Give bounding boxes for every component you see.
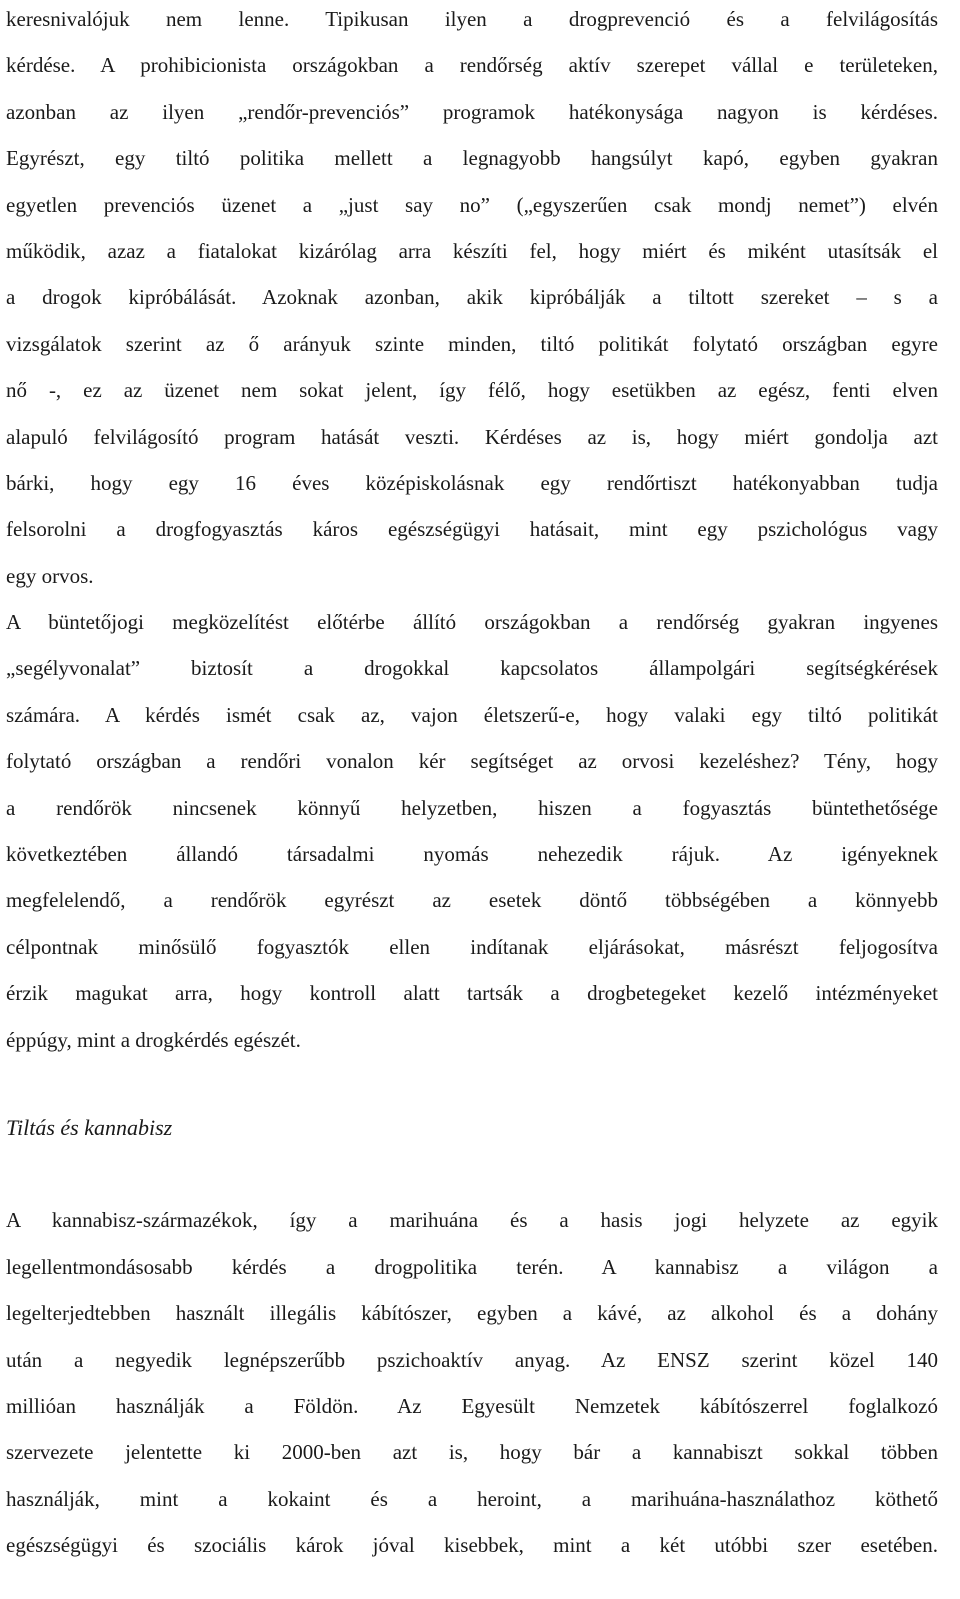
text-line: „segélyvonalat” biztosít a drogokkal kapcsolatos állampolgári segítségkérések: [6, 656, 938, 681]
text-line: azonban az ilyen „rendőr-prevenciós” programok hatékonysága nagyon is kérdéses.: [6, 99, 938, 124]
text-line: millióan használják a Földön. Az Egyesült Nemzetek kábítószerrel foglalkozó: [6, 1393, 938, 1418]
text-line: legellentmondásosabb kérdés a drogpolitika terén. A kannabisz a világon a: [6, 1254, 938, 1279]
text-line: éppúgy, mint a drogkérdés egészét.: [6, 1027, 301, 1052]
section-heading: Tiltás és kannabisz: [6, 1114, 173, 1140]
spacer: [6, 1063, 938, 1105]
text-line: nő -, ez az üzenet nem sokat jelent, így félő, hogy esetükben az egész, fenti elven: [6, 378, 938, 403]
text-line: egyetlen prevenciós üzenet a „just say no” („egyszerűen csak mondj nemet”) elvén: [6, 192, 938, 217]
text-line: legelterjedtebben használt illegális kábítószer, egyben a kávé, az alkohol és a dohány: [6, 1301, 938, 1326]
paragraph-hotline: [6, 599, 938, 1063]
paragraph-prevention: [6, 0, 938, 599]
text-line: felsorolni a drogfogyasztás káros egészségügyi hatásait, mint egy pszichológus vagy: [6, 517, 938, 542]
text-line: számára. A kérdés ismét csak az, vajon életszerű-e, hogy valaki egy tiltó politikát: [6, 702, 938, 727]
text-line: Egyrészt, egy tiltó politika mellett a legnagyobb hangsúlyt kapó, egyben gyakran: [6, 146, 938, 171]
text-line: A büntetőjogi megközelítést előtérbe állító országokban a rendőrség gyakran ingyenes: [6, 610, 938, 635]
text-line: alapuló felvilágosító program hatását veszti. Kérdéses az is, hogy miért gondolja azt: [6, 424, 938, 449]
text-line: vizsgálatok szerint az ő arányuk szinte minden, tiltó politikát folytató országban egyre: [6, 331, 938, 356]
spacer: [6, 1151, 938, 1197]
text-line: megfelelendő, a rendőrök egyrészt az esetek döntő többségében a könnyebb: [6, 888, 938, 913]
text-line: A kannabisz-származékok, így a marihuána és a hasis jogi helyzete az egyik: [6, 1208, 938, 1233]
text-line: a drogok kipróbálását. Azoknak azonban, akik kipróbálják a tiltott szereket – s a: [6, 285, 938, 310]
text-line: keresnivalójuk nem lenne. Tipikusan ilyen a drogprevenció és a felvilágosítás: [6, 7, 938, 31]
text-line: működik, azaz a fiatalokat kizárólag arra készíti fel, hogy miért és miként utasítsák el: [6, 238, 938, 263]
text-line: érzik magukat arra, hogy kontroll alatt tartsák a drogbetegeket kezelő intézményeket: [6, 981, 938, 1006]
text-line: egy orvos.: [6, 563, 94, 588]
text-line: folytató országban a rendőri vonalon kér segítséget az orvosi kezeléshez? Tény, hogy: [6, 749, 938, 774]
text-line: kérdése. A prohibicionista országokban a rendőrség aktív szerepet vállal e területeken,: [6, 53, 938, 78]
text-line: következtében állandó társadalmi nyomás nehezedik rájuk. Az igényeknek: [6, 842, 938, 867]
text-line: a rendőrök nincsenek könnyű helyzetben, hiszen a fogyasztás büntethetősége: [6, 795, 938, 820]
text-line: egészségügyi és szociális károk jóval kisebbek, mint a két utóbbi szer esetében.: [6, 1533, 938, 1558]
text-line: használják, mint a kokaint és a heroint, a marihuána-használathoz köthető: [6, 1486, 938, 1511]
text-line: célpontnak minősülő fogyasztók ellen indítanak eljárásokat, másrészt feljogosítva: [6, 934, 938, 959]
text-line: szervezete jelentette ki 2000-ben azt is, hogy bár a kannabiszt sokkal többen: [6, 1440, 938, 1465]
document-page: [6, 0, 938, 1569]
text-line: után a negyedik legnépszerűbb pszichoaktív anyag. Az ENSZ szerint közel 140: [6, 1347, 938, 1372]
paragraph-cannabis: [6, 1197, 938, 1568]
text-line: bárki, hogy egy 16 éves középiskolásnak egy rendőrtiszt hatékonyabban tudja: [6, 470, 938, 495]
